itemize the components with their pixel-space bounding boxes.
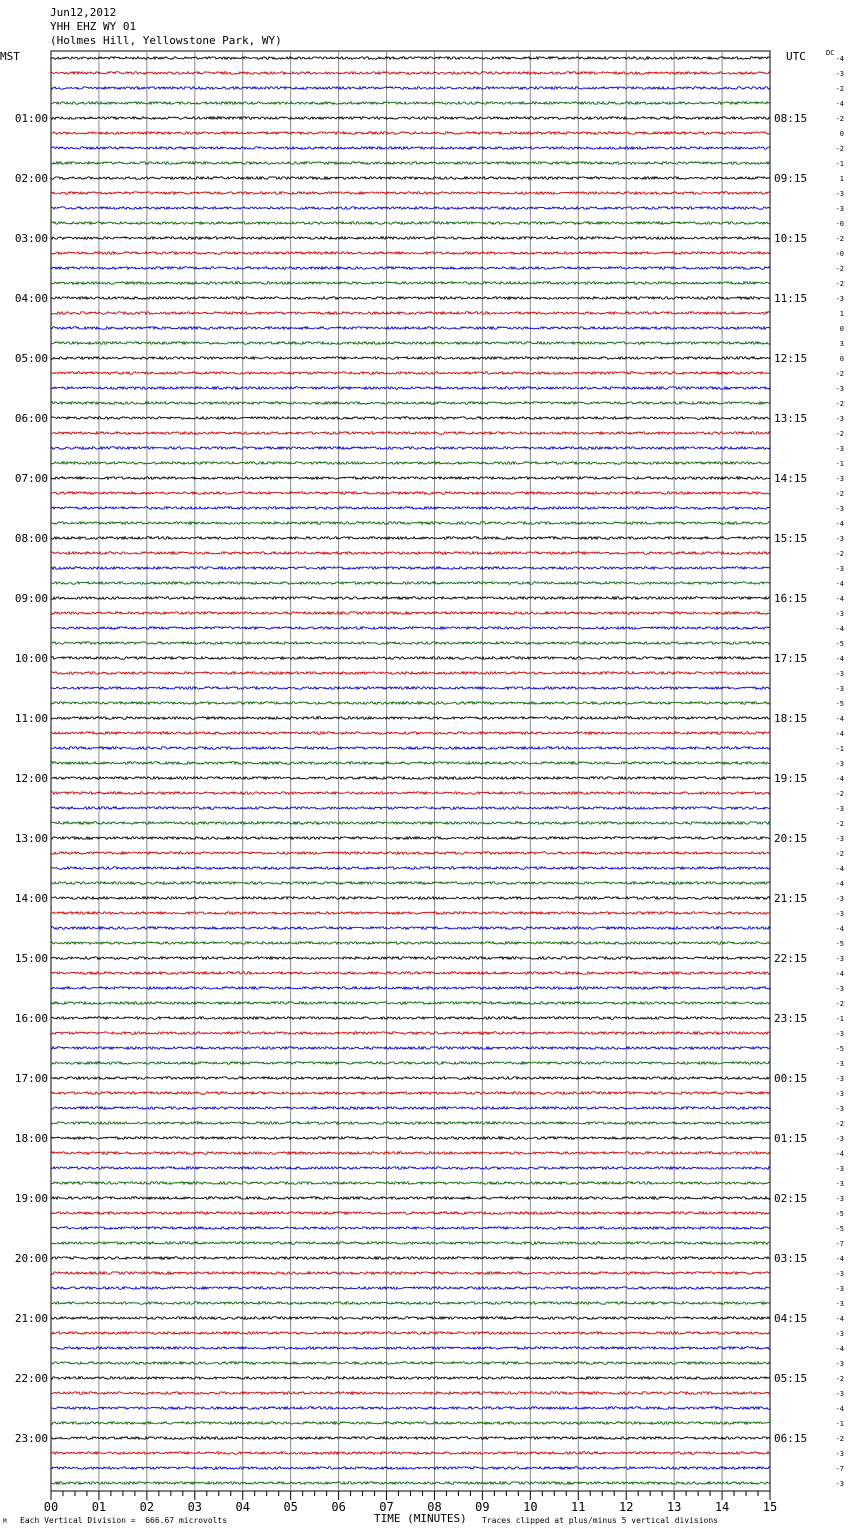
utc-label: UTC [786,50,806,63]
dc-offset-value: -1 [835,1420,844,1428]
dc-offset-value: -3 [835,1060,844,1068]
mst-hour-label: 20:00 [14,1252,48,1265]
mst-hour-label: 21:00 [14,1312,48,1325]
seismic-trace [51,672,770,675]
seismic-trace [51,492,770,495]
seismic-trace [51,1212,770,1215]
mst-hour-label: 17:00 [14,1072,48,1085]
dc-offset-value: 1 [839,175,844,183]
dc-offset-value: -2 [835,550,844,558]
dc-offset-value: -3 [835,1360,844,1368]
x-tick-label: 05 [283,1500,298,1514]
dc-offset-value: -4 [835,100,844,108]
dc-offset-value: -3 [835,1330,844,1338]
seismic-trace [51,882,770,885]
seismic-trace [51,1272,770,1275]
utc-hour-label: 21:15 [774,892,808,905]
dc-offset-value: -3 [835,1450,844,1458]
dc-offset-value: -5 [835,1045,844,1053]
dc-offset-value: -2 [835,490,844,498]
utc-hour-label: 00:15 [774,1072,808,1085]
seismic-trace [51,792,770,795]
seismic-trace [51,522,770,525]
seismic-trace [51,147,770,150]
dc-offset-value: -3 [835,475,844,483]
dc-offset-value: -3 [835,1165,844,1173]
seismic-trace [51,867,770,870]
dc-offset-value: -3 [835,205,844,213]
seismic-trace [51,1392,770,1395]
seismic-trace [51,267,770,270]
dc-offset-value: -4 [835,1255,844,1263]
dc-offset-value: -2 [835,235,844,243]
seismic-trace [51,72,770,75]
seismic-trace [51,1137,770,1140]
dc-offset-value: -0 [835,220,844,228]
seismic-trace [51,1347,770,1350]
seismic-trace [51,822,770,825]
mst-hour-label: 07:00 [14,472,48,485]
x-tick-label: 10 [523,1500,538,1514]
utc-hour-label: 23:15 [774,1012,808,1025]
dc-offset-value: -1 [835,1015,844,1023]
mst-label: MST [0,50,20,63]
dc-offset-value: -3 [835,760,844,768]
x-tick-label: 01 [91,1500,107,1514]
seismic-trace [51,1377,770,1380]
seismic-trace [51,732,770,735]
dc-offset-value: -3 [835,1075,844,1083]
dc-offset-value: -5 [835,1210,844,1218]
seismic-trace [51,1107,770,1110]
seismic-trace [51,432,770,435]
dc-offset-value: -3 [835,535,844,543]
dc-offset-value: -4 [835,595,844,603]
utc-hour-label: 04:15 [774,1312,808,1325]
dc-offset-value: -3 [835,1285,844,1293]
dc-offset-value: -2 [835,265,844,273]
seismic-trace [51,612,770,615]
seismic-trace [51,1467,770,1470]
dc-offset-value: -3 [835,1030,844,1038]
mst-hour-label: 23:00 [14,1432,48,1445]
dc-offset-value: -4 [835,715,844,723]
seismic-trace [51,687,770,690]
seismic-trace [51,282,770,285]
utc-hour-label: 12:15 [774,352,808,365]
dc-offset-value: -4 [835,970,844,978]
seismic-trace [51,597,770,600]
utc-hour-label: 08:15 [774,112,808,125]
utc-hour-label: 13:15 [774,412,808,425]
dc-offset-value: -3 [835,70,844,78]
dc-offset-value: -3 [835,1105,844,1113]
dc-offset-value: -3 [835,685,844,693]
seismic-trace [51,1032,770,1035]
dc-offset-value: -3 [835,1180,844,1188]
utc-hour-label: 03:15 [774,1252,808,1265]
seismic-trace [51,447,770,450]
x-tick-label: 00 [43,1500,59,1514]
seismic-trace [51,402,770,405]
chart-date: Jun12,2012 [50,6,117,19]
dc-offset-value: -1 [835,460,844,468]
dc-offset-value: -7 [835,1465,844,1473]
dc-label: DC [826,49,835,57]
clip-note: Traces clipped at plus/minus 5 vertical divisions [482,1516,719,1525]
mst-hour-label: 14:00 [14,892,48,905]
seismic-trace [51,237,770,240]
dc-offset-value: -2 [835,1375,844,1383]
seismic-trace [51,102,770,105]
seismic-trace [51,537,770,540]
dc-offset-value: -3 [835,1135,844,1143]
utc-hour-label: 20:15 [774,832,808,845]
dc-offset-value: -3 [835,955,844,963]
x-tick-label: 08 [427,1500,442,1514]
dc-offset-value: 0 [839,130,844,138]
seismic-trace [51,777,770,780]
seismic-trace [51,417,770,420]
utc-hour-label: 01:15 [774,1132,808,1145]
dc-offset-value: -3 [835,1300,844,1308]
mst-hour-label: 06:00 [14,412,48,425]
x-tick-label: 03 [187,1500,203,1514]
dc-offset-value: -3 [835,985,844,993]
utc-hour-label: 09:15 [774,172,808,185]
seismic-trace [51,1002,770,1005]
utc-hour-label: 22:15 [774,952,808,965]
seismic-trace [51,717,770,720]
seismic-trace [51,132,770,135]
seismic-trace [51,207,770,210]
dc-offset-value: -4 [835,1345,844,1353]
station-location: (Holmes Hill, Yellowstone Park, WY) [50,34,282,47]
dc-offset-value: -4 [835,625,844,633]
utc-hour-label: 17:15 [774,652,808,665]
x-tick-label: 14 [714,1500,730,1514]
seismic-trace [51,462,770,465]
x-tick-label: 06 [331,1500,346,1514]
dc-offset-value: -5 [835,1225,844,1233]
dc-offset-value: -2 [835,850,844,858]
mst-hour-label: 22:00 [14,1372,48,1385]
seismic-trace [51,1167,770,1170]
utc-hour-label: 05:15 [774,1372,808,1385]
seismic-trace [51,972,770,975]
mst-hour-label: 12:00 [14,772,48,785]
dc-offset-value: -4 [835,1405,844,1413]
seismic-trace [51,177,770,180]
seismic-trace [51,1287,770,1290]
dc-offset-value: -3 [835,445,844,453]
dc-offset-value: -2 [835,280,844,288]
dc-offset-value: -2 [835,1000,844,1008]
seismic-trace [51,162,770,165]
dc-offset-value: -3 [835,610,844,618]
dc-offset-value: -3 [835,670,844,678]
dc-offset-value: -2 [835,430,844,438]
dc-offset-value: -2 [835,790,844,798]
seismic-trace [51,912,770,915]
mst-hour-label: 10:00 [14,652,48,665]
dc-offset-value: -7 [835,1240,844,1248]
dc-offset-value: -2 [835,85,844,93]
seismic-trace [51,837,770,840]
dc-offset-value: -3 [835,910,844,918]
seismic-trace [51,897,770,900]
seismic-trace [51,1122,770,1125]
seismic-trace [51,852,770,855]
seismic-trace [51,1332,770,1335]
utc-hour-label: 02:15 [774,1192,808,1205]
utc-hour-label: 06:15 [774,1432,808,1445]
seismic-trace [51,297,770,300]
mst-hour-label: 03:00 [14,232,48,245]
seismic-trace [51,642,770,645]
seismic-trace [51,1092,770,1095]
seismic-trace [51,552,770,555]
dc-offset-value: -2 [835,145,844,153]
dc-offset-value: -3 [835,1390,844,1398]
seismic-trace [51,807,770,810]
seismic-trace [51,1437,770,1440]
seismic-trace [51,222,770,225]
x-tick-label: 02 [139,1500,155,1514]
seismic-trace [51,1422,770,1425]
x-tick-label: 11 [571,1500,586,1514]
dc-offset-value: -4 [835,865,844,873]
dc-offset-value: -5 [835,940,844,948]
dc-offset-value: -3 [835,895,844,903]
seismic-trace [51,747,770,750]
seismic-trace [51,1062,770,1065]
seismic-trace [51,507,770,510]
dc-offset-value: -3 [835,1090,844,1098]
seismic-trace [51,1407,770,1410]
x-tick-label: 07 [379,1500,394,1514]
mst-hour-label: 15:00 [14,952,48,965]
dc-offset-value: -3 [835,1195,844,1203]
x-tick-label: 12 [618,1500,634,1514]
seismic-trace [51,372,770,375]
dc-offset-value: -3 [835,1480,844,1488]
dc-offset-value: -5 [835,700,844,708]
dc-offset-value: -4 [835,520,844,528]
dc-offset-value: -3 [835,295,844,303]
dc-offset-value: -4 [835,925,844,933]
dc-offset-value: -2 [835,1435,844,1443]
dc-offset-value: 3 [839,340,844,348]
dc-offset-value: -0 [835,250,844,258]
seismic-trace [51,1182,770,1185]
seismic-trace [51,1242,770,1245]
mst-hour-label: 13:00 [14,832,48,845]
dc-offset-value: -4 [835,655,844,663]
dc-offset-value: -4 [835,880,844,888]
dc-offset-value: -1 [835,160,844,168]
dc-offset-value: -2 [835,115,844,123]
x-tick-label: 15 [762,1500,778,1514]
utc-hour-label: 16:15 [774,592,808,605]
dc-offset-value: -4 [835,1315,844,1323]
dc-offset-value: -2 [835,820,844,828]
mst-hour-label: 02:00 [14,172,48,185]
seismic-trace [51,477,770,480]
seismic-trace [51,657,770,660]
seismic-trace [51,357,770,360]
seismic-trace [51,1362,770,1365]
mst-hour-label: 08:00 [14,532,48,545]
mst-hour-label: 01:00 [14,112,48,125]
mst-hour-label: 11:00 [14,712,48,725]
scale-note: Each Vertical Division = 666.67 microvolts [20,1516,228,1525]
dc-offset-value: -4 [835,730,844,738]
seismic-trace [51,117,770,120]
seismic-trace [51,57,770,60]
seismic-trace [51,762,770,765]
dc-offset-value: 0 [839,325,844,333]
dc-offset-value: -3 [835,805,844,813]
dc-offset-value: -3 [835,835,844,843]
dc-offset-value: -1 [835,745,844,753]
utc-hour-label: 19:15 [774,772,808,785]
dc-offset-value: -3 [835,385,844,393]
station-code: YHH EHZ WY 01 [50,20,137,33]
seismic-trace [51,1017,770,1020]
x-tick-label: 04 [235,1500,250,1514]
x-tick-label: 13 [666,1500,682,1514]
utc-hour-label: 18:15 [774,712,808,725]
seismic-trace [51,1077,770,1080]
seismic-trace [51,567,770,570]
seismic-trace [51,1257,770,1260]
dc-offset-value: -3 [835,415,844,423]
dc-offset-value: -3 [835,505,844,513]
x-axis-title: TIME (MINUTES) [374,1512,467,1525]
seismic-trace [51,387,770,390]
mst-hour-label: 05:00 [14,352,48,365]
dc-offset-value: -4 [835,55,844,63]
seismic-trace [51,327,770,330]
mst-hour-label: 04:00 [14,292,48,305]
dc-offset-value: -3 [835,565,844,573]
seismic-trace [51,342,770,345]
seismic-trace [51,87,770,90]
seismic-trace [51,1452,770,1455]
seismic-trace [51,1047,770,1050]
dc-offset-value: 1 [839,310,844,318]
seismic-trace [51,252,770,255]
dc-offset-value: -4 [835,775,844,783]
seismic-trace [51,702,770,705]
seismic-trace [51,1227,770,1230]
corner-mark: M [3,1518,7,1525]
seismic-trace [51,192,770,195]
seismic-trace [51,942,770,945]
dc-offset-value: -3 [835,1270,844,1278]
seismic-trace [51,1197,770,1200]
mst-hour-label: 19:00 [14,1192,48,1205]
dc-offset-value: -2 [835,370,844,378]
dc-offset-value: -3 [835,190,844,198]
seismic-trace [51,1482,770,1485]
seismic-trace [51,312,770,315]
seismic-trace [51,627,770,630]
dc-offset-value: -4 [835,1150,844,1158]
mst-hour-label: 16:00 [14,1012,48,1025]
mst-hour-label: 09:00 [14,592,48,605]
dc-offset-value: 0 [839,355,844,363]
utc-hour-label: 11:15 [774,292,808,305]
dc-offset-value: -5 [835,640,844,648]
dc-offset-value: -4 [835,580,844,588]
seismic-trace [51,927,770,930]
utc-hour-label: 15:15 [774,532,808,545]
seismic-trace [51,1152,770,1155]
dc-offset-value: -2 [835,1120,844,1128]
utc-hour-label: 10:15 [774,232,808,245]
mst-hour-label: 18:00 [14,1132,48,1145]
x-tick-label: 09 [475,1500,490,1514]
seismic-trace [51,987,770,990]
seismic-trace [51,957,770,960]
seismic-trace [51,1317,770,1320]
dc-offset-value: -2 [835,400,844,408]
seismic-trace [51,582,770,585]
utc-hour-label: 14:15 [774,472,808,485]
seismic-trace [51,1302,770,1305]
